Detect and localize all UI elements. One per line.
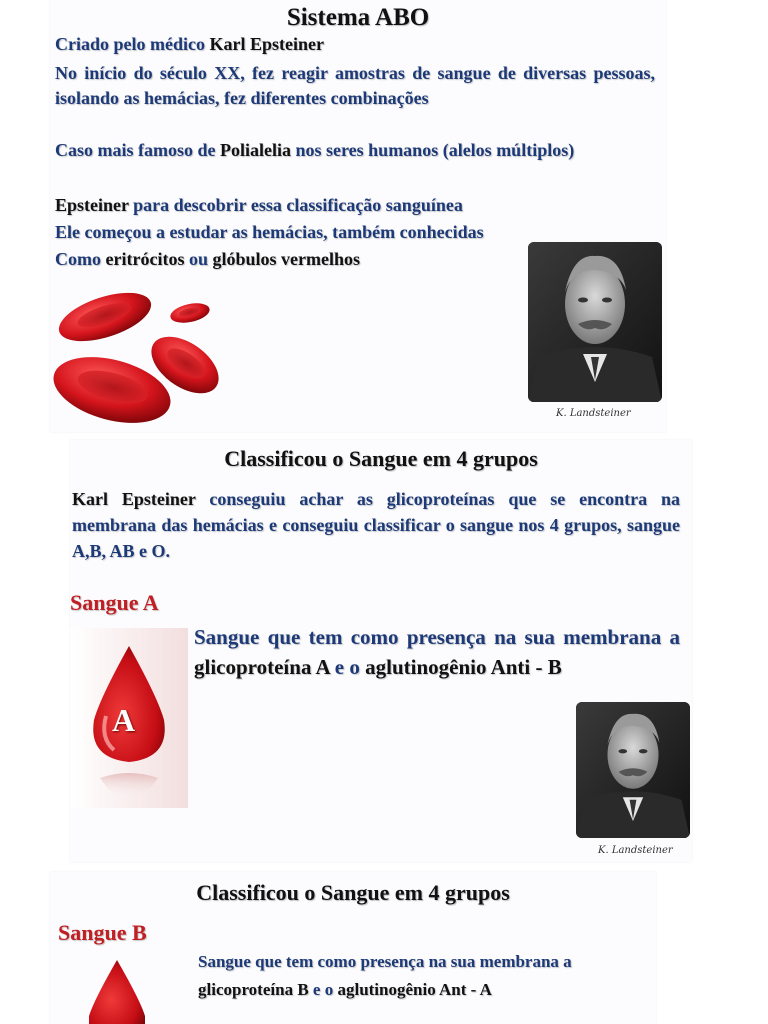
classification-paragraph <box>72 486 680 564</box>
desc-a-aglut: aglutinogênio Anti - B <box>365 655 562 679</box>
desc-a-blue: Sangue que tem como presença na sua membrana a <box>194 625 680 649</box>
discovery-line <box>55 195 655 216</box>
para-body: conseguiu achar as glicoproteínas que se encontra na membrana das hemácias e conseguiu classificar o sangue nos 4 grupos, <box>72 489 680 535</box>
famous-term: Polialelia <box>220 140 291 160</box>
famous-suffix: nos seres humanos (alelos múltiplos) <box>291 140 575 160</box>
polialelia-line <box>55 140 655 161</box>
created-name: Karl Epsteiner <box>209 34 324 54</box>
sangue-b-description <box>198 948 646 1004</box>
signature-2: K. Landsteiner <box>598 845 673 856</box>
sangue-a-description <box>194 622 680 682</box>
rbc-cell-2 <box>169 300 212 326</box>
slide-sistema-abo <box>50 0 666 432</box>
como-word: Como <box>55 249 106 269</box>
slide1-title: Sistema ABO <box>286 4 430 31</box>
para-end: sangue A,B, AB e O. <box>72 515 680 561</box>
term-globulos: glóbulos vermelhos <box>212 249 360 269</box>
desc-b-glyco: glicoproteína B <box>198 980 309 999</box>
desc-a-e: e o <box>329 655 366 679</box>
sangue-a-heading: Sangue A <box>70 590 159 615</box>
discovery-name: Epsteiner <box>55 195 129 215</box>
portrait-photo <box>528 242 662 402</box>
signature: K. Landsteiner <box>556 408 631 419</box>
portrait-illustration-2 <box>576 702 690 838</box>
slide-sangue-b <box>50 872 656 1024</box>
desc-b-blue: Sangue que tem como presença na sua membrana a <box>198 952 572 971</box>
ou-word: ou <box>184 249 213 269</box>
famous-prefix: Caso mais famoso de <box>55 140 220 160</box>
desc-a-glyco: glicoproteína A <box>194 655 330 679</box>
created-by-line <box>55 34 655 55</box>
intro-paragraph: No início do século XX, fez reagir amostras de sangue de diversas pessoas, isolando as hemácias, fez diferentes combinações <box>55 63 655 108</box>
studied-line: Ele começou a estudar as hemácias, também conhecidas <box>55 222 484 242</box>
red-blood-cells-image <box>50 285 230 431</box>
slide2-title: Classificou o Sangue em 4 grupos <box>224 446 538 471</box>
discovery-rest: para descobrir essa classificação sanguínea <box>128 195 463 215</box>
slide-sangue-a <box>70 440 692 862</box>
slide3-title: Classificou o Sangue em 4 grupos <box>196 880 510 905</box>
desc-b-e: e o <box>308 980 338 999</box>
para-name: Karl Epsteiner <box>72 489 196 509</box>
desc-b-aglut: aglutinogênio Ant - A <box>337 980 492 999</box>
created-prefix: Criado pelo médico <box>55 34 210 54</box>
portrait-photo-2 <box>576 702 690 838</box>
rbc-cell-1 <box>53 285 157 351</box>
sangue-b-heading: Sangue B <box>58 920 147 945</box>
blood-drop-b-icon <box>72 956 162 1024</box>
portrait-illustration <box>528 242 662 402</box>
term-eritrocitos: eritrócitos <box>105 249 185 269</box>
drop-letter: A <box>112 702 136 738</box>
